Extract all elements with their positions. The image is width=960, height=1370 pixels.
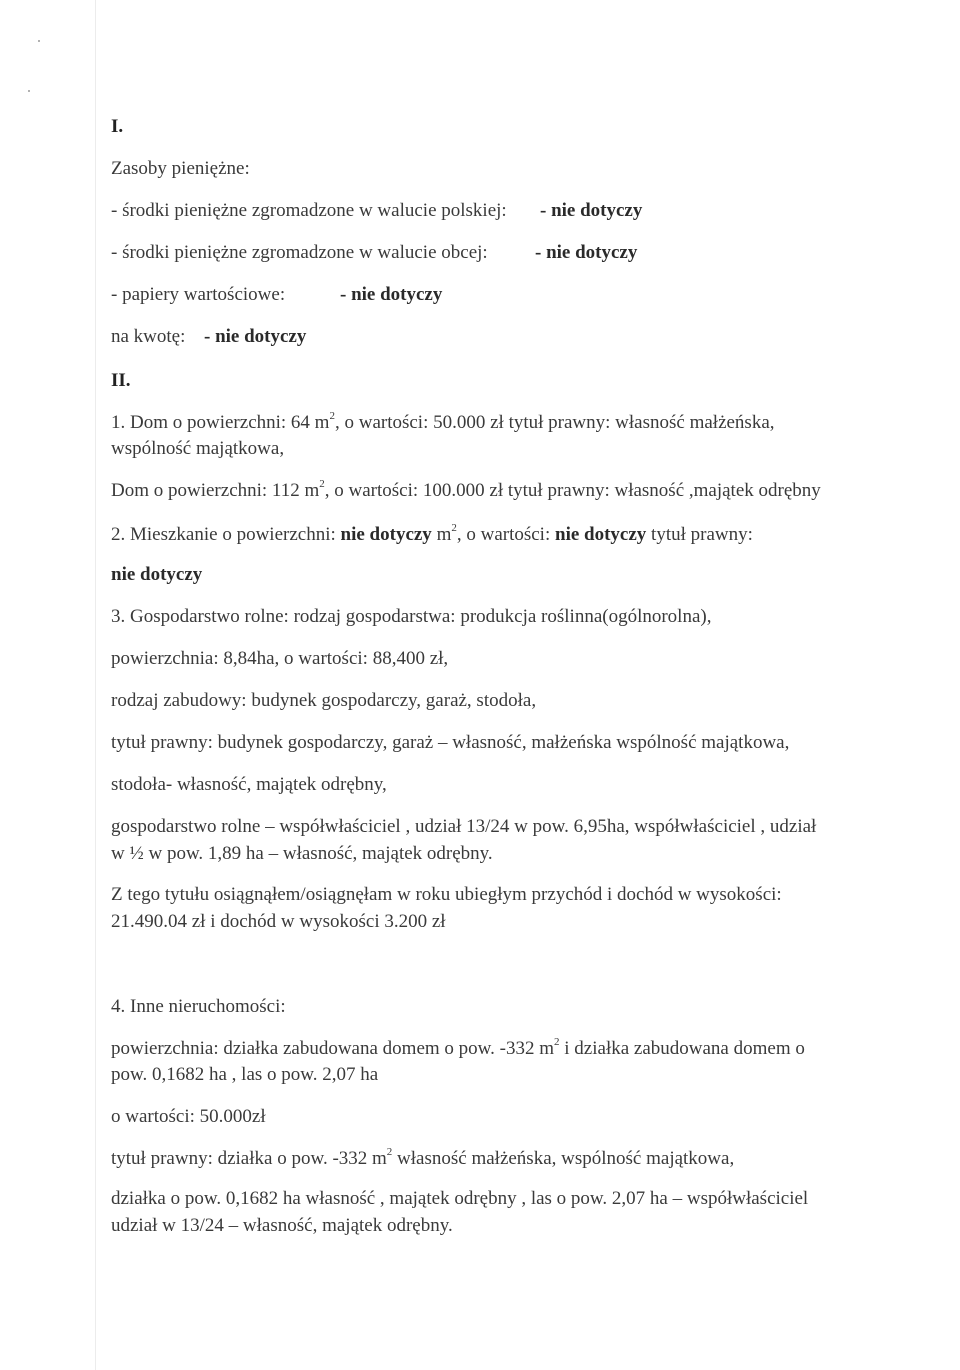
farm-buildings: rodzaj zabudowy: budynek gospodarczy, garaż, stodoła,	[111, 690, 537, 711]
foreign-funds-label: - środki pieniężne zgromadzone w walucie obcej:	[111, 242, 488, 263]
foreign-funds-value: - nie dotyczy	[535, 242, 638, 263]
pln-funds-label: - środki pieniężne zgromadzone w walucie polskiej:	[111, 200, 507, 221]
scan-edge-line	[95, 0, 96, 1370]
flat-title-value: nie dotyczy	[111, 564, 203, 585]
house-1-line: 1. Dom o powierzchni: 64 $m^2$, o wartości: 50.000 zł tytuł prawny: własność małżeńska,	[111, 409, 775, 433]
farm-share-2: w ½ w pow. 1,89 ha – własność, majątek odrębny.	[111, 843, 493, 864]
section-1-title: Zasoby pieniężne:	[111, 158, 250, 179]
farm-share-1: gospodarstwo rolne – współwłaściciel , udział 13/24 w pow. 6,95ha, współwłaściciel , udział	[111, 816, 817, 837]
securities-label: - papiery wartościowe:	[111, 284, 286, 305]
section-1-heading: I.	[111, 116, 124, 137]
other-property-title-1: tytuł prawny: działka o pow. -332 $m^2$ własność małżeńska, wspólność majątkowa,	[111, 1145, 735, 1169]
farm-title-1: tytuł prawny: budynek gospodarczy, garaż – własność, małżeńska wspólność majątkowa,	[111, 732, 790, 753]
farm-type: 3. Gospodarstwo rolne: rodzaj gospodarstwa: produkcja roślinna(ogólnorolna),	[111, 606, 712, 627]
other-property-title: 4. Inne nieruchomości:	[111, 996, 286, 1017]
house-2-line: Dom o powierzchni: 112 $m^2$, o wartości: 100.000 zł tytuł prawny: własność ,majątek odrębny	[111, 477, 821, 501]
farm-area-value: powierzchnia: 8,84ha, o wartości: 88,400 zł,	[111, 648, 449, 669]
scan-speck	[38, 40, 40, 42]
amount-value: - nie dotyczy	[204, 326, 307, 347]
other-property-value: o wartości: 50.000zł	[111, 1106, 266, 1127]
amount-label: na kwotę:	[111, 326, 186, 347]
farm-income-1: Z tego tytułu osiągnąłem/osiągnęłam w roku ubiegłym przychód i dochód w wysokości:	[111, 884, 782, 905]
other-property-title-3: udział w 13/24 – własność, majątek odrębny.	[111, 1215, 453, 1236]
section-2-heading: II.	[111, 370, 131, 391]
flat-line: 2. Mieszkanie o powierzchni: nie dotyczy $m^2$, o wartości: nie dotyczy tytuł prawny:	[111, 521, 753, 545]
farm-title-2: stodoła- własność, majątek odrębny,	[111, 774, 387, 795]
house-1-continuation: wspólność majątkowa,	[111, 438, 285, 459]
other-property-area: powierzchnia: działka zabudowana domem o pow. -332 $m^2$ i działka zabudowana domem o	[111, 1035, 805, 1059]
other-property-area-2: pow. 0,1682 ha , las o pow. 2,07 ha	[111, 1064, 379, 1085]
pln-funds-value: - nie dotyczy	[540, 200, 643, 221]
farm-income-2: 21.490.04 zł i dochód w wysokości 3.200 zł	[111, 911, 446, 932]
scan-speck	[28, 90, 30, 92]
other-property-title-2: działka o pow. 0,1682 ha własność , majątek odrębny , las o pow. 2,07 ha – współwłaściciel	[111, 1188, 809, 1209]
securities-value: - nie dotyczy	[340, 284, 443, 305]
